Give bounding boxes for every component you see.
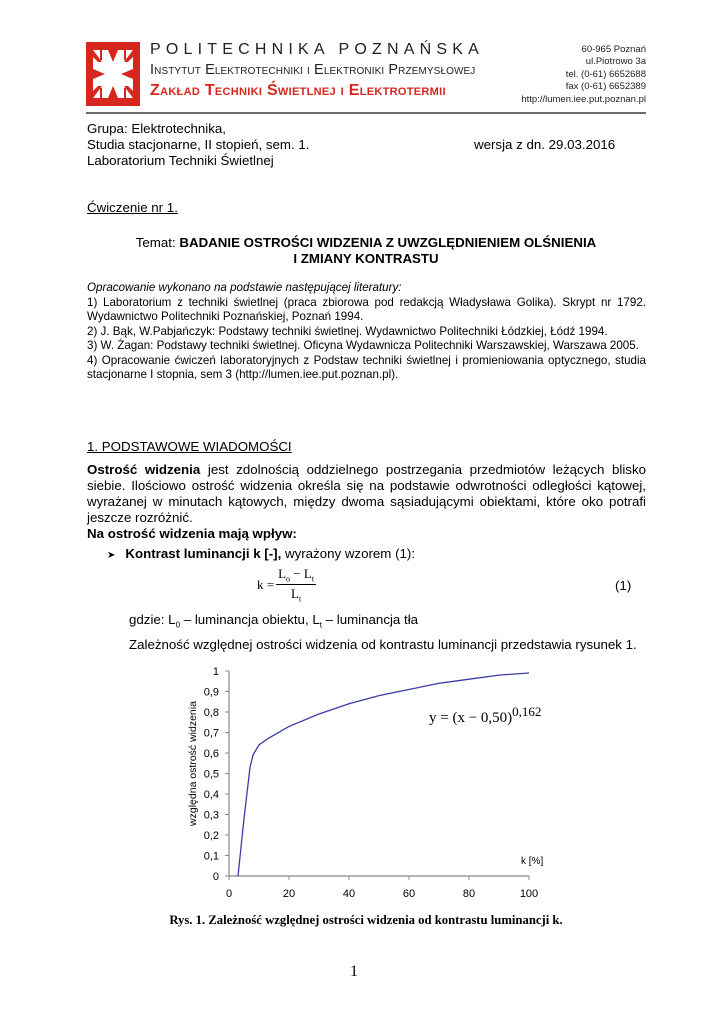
x-tick-label: 100 [519, 888, 539, 900]
bullet-text: wyrażony wzorem (1): [281, 546, 416, 561]
version-date: wersja z dn. 29.03.2016 [474, 137, 616, 152]
formula-sub: o [286, 574, 291, 584]
formula-lhs: k = [257, 577, 275, 593]
formula-num: L [278, 566, 287, 581]
y-tick-label: 0,5 [203, 768, 219, 781]
literature-item: 2) J. Bąk, W.Pabjańczyk: Podstawy techniki świetlnej. Wydawnictwo Politechniki Łódzkiej, Łódź 1994. [87, 324, 608, 338]
x-tick-label: 60 [402, 888, 416, 900]
formula-sub: t [298, 594, 302, 604]
x-tick-label: 80 [462, 888, 476, 900]
literature-item: 1) Laboratorium z techniki świetlnej (praca zbiorowa pod redakcją Władysława Golika). Skrypt nr 1792. Wydawnictwo Politechniki Poznańskiej, Poznań 1994. [87, 295, 646, 323]
lab-name: Laboratorium Techniki Świetlnej [87, 153, 274, 168]
figure-caption: Rys. 1. Zależność względnej ostrości widzenia od kontrastu luminancji k. [169, 913, 563, 927]
y-tick-label: 0,4 [203, 789, 219, 801]
legend-sub: t [319, 620, 322, 630]
phone: tel. (0-61) 6652688 [565, 68, 646, 80]
y-axis-label: względna ostrość widzenia [187, 701, 199, 826]
equation-number: (1) [615, 578, 632, 593]
y-tick-label: 0,1 [203, 850, 219, 863]
topic-title-line1: BADANIE OSTROŚCI WIDZENIA Z UWZGLĘDNIENIEM OLŚNIENIA [179, 235, 597, 250]
group: Grupa: Elektrotechnika, [87, 121, 226, 136]
term: Ostrość widzenia [87, 462, 201, 477]
legend-text: gdzie: L [129, 612, 176, 627]
institution-name: POLITECHNIKA POZNAŃSKA [150, 41, 485, 58]
address-line: 60-965 Poznań [581, 44, 646, 55]
institute-name: Instytut Elektrotechniki i Elektroniki Przemysłowej [150, 62, 476, 78]
x-tick-label: 0 [225, 888, 233, 900]
studies: Studia stacjonarne, II stopień, sem. 1. [87, 137, 310, 152]
formula-sub: t [311, 574, 315, 584]
y-tick-label: 1 [212, 666, 219, 678]
definition-text: jest zdolnością oddzielnego postrzegania przedmiotów leżących blisko siebie. Ilościowo ostrość widzenia określa się na podstawie odwrotności odległości kątowej, wyrażanej w minutach kątowych, między dwoma sąsiadującymi obiektami, które oko potrafi jeszcze rozróżnić. [87, 462, 646, 525]
y-tick-label: 0,8 [203, 707, 219, 719]
y-tick-label: 0,3 [203, 809, 219, 822]
y-tick-label: 0,2 [203, 830, 219, 842]
arrow-bullet-icon: ➤ [107, 550, 116, 561]
y-tick-label: 0,7 [203, 727, 219, 740]
section-heading: 1. PODSTAWOWE WIADOMOŚCI [87, 439, 292, 454]
literature-intro: Opracowanie wykonano na podstawie następującej literatury: [87, 281, 402, 294]
formula-minus: − L [290, 566, 312, 581]
topic-label: Temat: [135, 235, 180, 250]
page-number: 1 [350, 963, 358, 980]
equation-annotation: y = (x − 0,50)0,162 [429, 704, 542, 726]
literature-item: 4) Opracowanie ćwiczeń laboratoryjnych z Podstaw techniki świetlnej i promieniowania optycznego, studia stacjonarne I stopnia, sem 3 (http://lumen.iee.put.poznan.pl). [87, 353, 646, 381]
y-tick-label: 0,6 [203, 748, 219, 760]
figure-reference: Zależność względnej ostrości widzenia od kontrastu luminancji przedstawia rysunek 1. [129, 637, 637, 652]
website-link[interactable]: http://lumen.iee.put.poznan.pl [521, 93, 646, 105]
legend-text: – luminancja obiektu, L [180, 612, 320, 627]
influences-heading: Na ostrość widzenia mają wpływ: [87, 525, 297, 541]
department-name: Zakład Techniki Świetlnej i Elektrotermii [150, 82, 446, 99]
x-axis-label: k [%] [521, 856, 544, 867]
x-tick-label: 40 [342, 888, 356, 900]
x-tick-label: 20 [282, 888, 296, 900]
data-line [238, 673, 529, 876]
address-line: ul.Piotrowo 3a [585, 56, 646, 68]
y-tick-label: 0,9 [203, 686, 219, 699]
literature-item: 3) W. Żagan: Podstawy techniki świetlnej. Oficyna Wydawnicza Politechniki Warszawskiej, Warszawa 2005. [87, 339, 639, 352]
topic-title-line2: I ZMIANY KONTRASTU [293, 250, 439, 266]
legend-text: – luminancja tła [321, 612, 419, 627]
fax: fax (0-61) 6652389 [565, 81, 646, 93]
legend-sub: 0 [175, 620, 181, 630]
exercise-number: Ćwiczenie nr 1. [87, 200, 178, 215]
y-tick-label: 0 [212, 871, 219, 883]
formula-den: L [290, 585, 299, 601]
bullet-bold: Kontrast luminancji k [-], [125, 546, 282, 561]
